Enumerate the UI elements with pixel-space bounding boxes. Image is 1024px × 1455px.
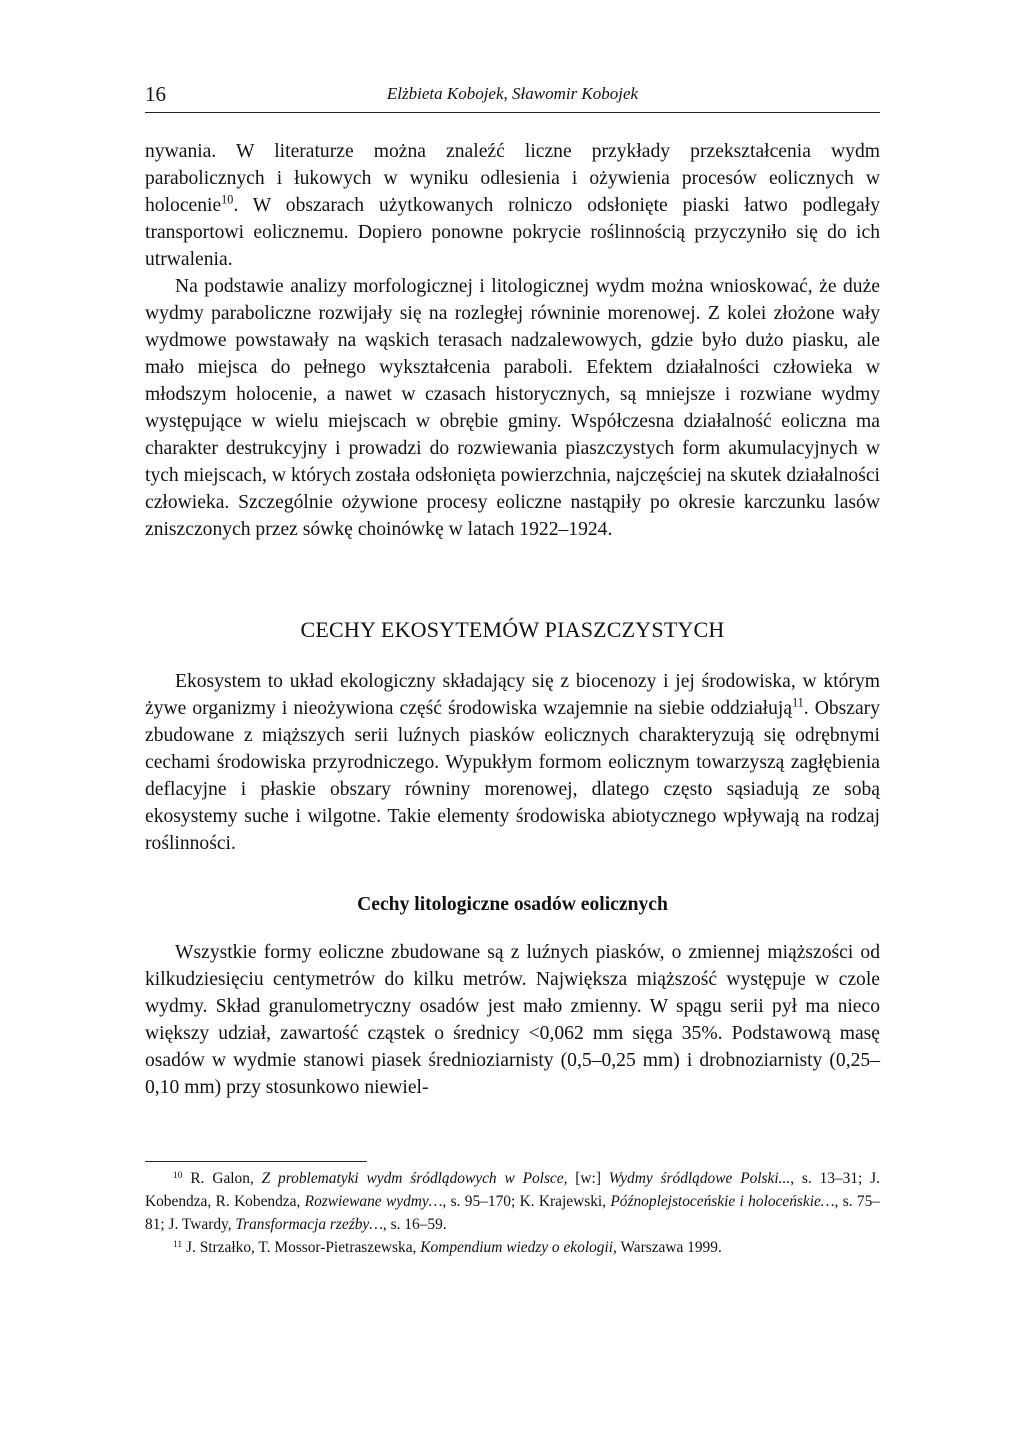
footnote-ref-11: 11 (792, 695, 804, 710)
footnote-ref-10: 10 (221, 192, 234, 207)
footnotes (145, 1167, 880, 1259)
body-section-2 (145, 668, 880, 857)
body-section-3 (145, 939, 880, 1101)
footnote-11: $^{11}$ J. Strzałko, T. Mossor-Pietraszewska, Kompendium wiedzy o ekologii, Warszawa 1999. (173, 1238, 722, 1256)
page-number: 16 (145, 82, 166, 106)
running-head: Elżbieta Kobojek, Sławomir Kobojek (386, 84, 639, 103)
body-section-1 (145, 138, 880, 543)
paragraph-continuation: nywania. W literaturze można znaleźć liczne przykłady przekształcenia wydm parabolicznych i łukowych w wyniku odlesienia i ożywienia procesów eolicznych w holocenie$^{10}$. W obszarach użytkowanych rolniczo odsłonięte piaski łatwo podlegały transportowi eolicznemu. Dopiero ponowne pokrycie roślinnością przyczyniło się do ich utrwalenia. (145, 141, 880, 270)
footnote-separator (145, 1161, 367, 1162)
paragraph: Na podstawie analizy morfologicznej i litologicznej wydm można wnioskować, że duże wydmy paraboliczne rozwijały się na rozległej równinie morenowej. Z kolei złożone wały wydmowe powstawały na wąskich terasach nadzalewowych, gdzie było dużo piasku, ale mało miejsca do pełnego wykształcenia paraboli. Efektem działalności człowieka w młodszym holocenie, a nawet w czasach historycznych, są mniejsze i rozwiane wydmy występujące w wielu miejscach w obrębie gminy. Współczesna działalność eoliczna ma charakter destrukcyjny i prowadzi do rozwiewania piaszczystych form akumulacyjnych w tych miejscach, w których została odsłonięta powierzchnia, najczęściej na skutek działalności człowieka. Szczególnie ożywione procesy eoliczne nastąpiły po okresie karczunku lasów zniszczonych przez sówkę choinówkę w latach 1922–1924. (145, 276, 880, 540)
paragraph: Ekosystem to układ ekologiczny składający się z biocenozy i jej środowiska, w którym żywe organizmy i nieożywiona część środowiska wzajemnie na siebie oddziałują$^{11}$. Obszary zbudowane z miąższych serii luźnych piasków eolicznych charakteryzują się odrębnymi cechami środowiska przyrodniczego. Wypukłym formom eolicznym towarzyszą zagłębienia deflacyjne i płaskie obszary równiny morenowej, dlatego często sąsiadują ze sobą ekosystemy suche i wilgotne. Takie elementy środowiska abiotycznego wpływają na rodzaj roślinności. (145, 671, 880, 854)
footnote-10: $^{10}$ R. Galon, Z problematyki wydm śródlądowych w Polsce, [w:] Wydmy śródlądowe Polski..., s. 13–31; J. Kobendza, R. Kobendza, Rozwiewane wydmy…, s. 95–170; K. Krajewski, Późnoplejstoceńskie i holoceńskie…, s. 75–81; J. Twardy, Transformacja rzeźby…, s. 16–59. (145, 1169, 881, 1233)
section-heading: CECHY EKOSYTEMÓW PIASZCZYSTYCH (300, 617, 725, 642)
paragraph: Wszystkie formy eoliczne zbudowane są z luźnych piasków, o zmiennej miąższości od kilkudziesięciu centymetrów do kilku metrów. Największa miąższość występuje w czole wydmy. Skład granulometryczny osadów jest mało zmienny. W spągu serii pył ma nieco większy udział, zawartość cząstek o średnicy <0,062 mm sięga 35%. Podstawową masę osadów w wydmie stanowi piasek średnioziarnisty (0,5–0,25 mm) i drobnoziarnisty (0,25–0,10 mm) przy stosunkowo niewiel- (145, 942, 880, 1098)
subsection-heading: Cechy litologiczne osadów eolicznych (357, 894, 668, 915)
page-header (145, 78, 880, 113)
